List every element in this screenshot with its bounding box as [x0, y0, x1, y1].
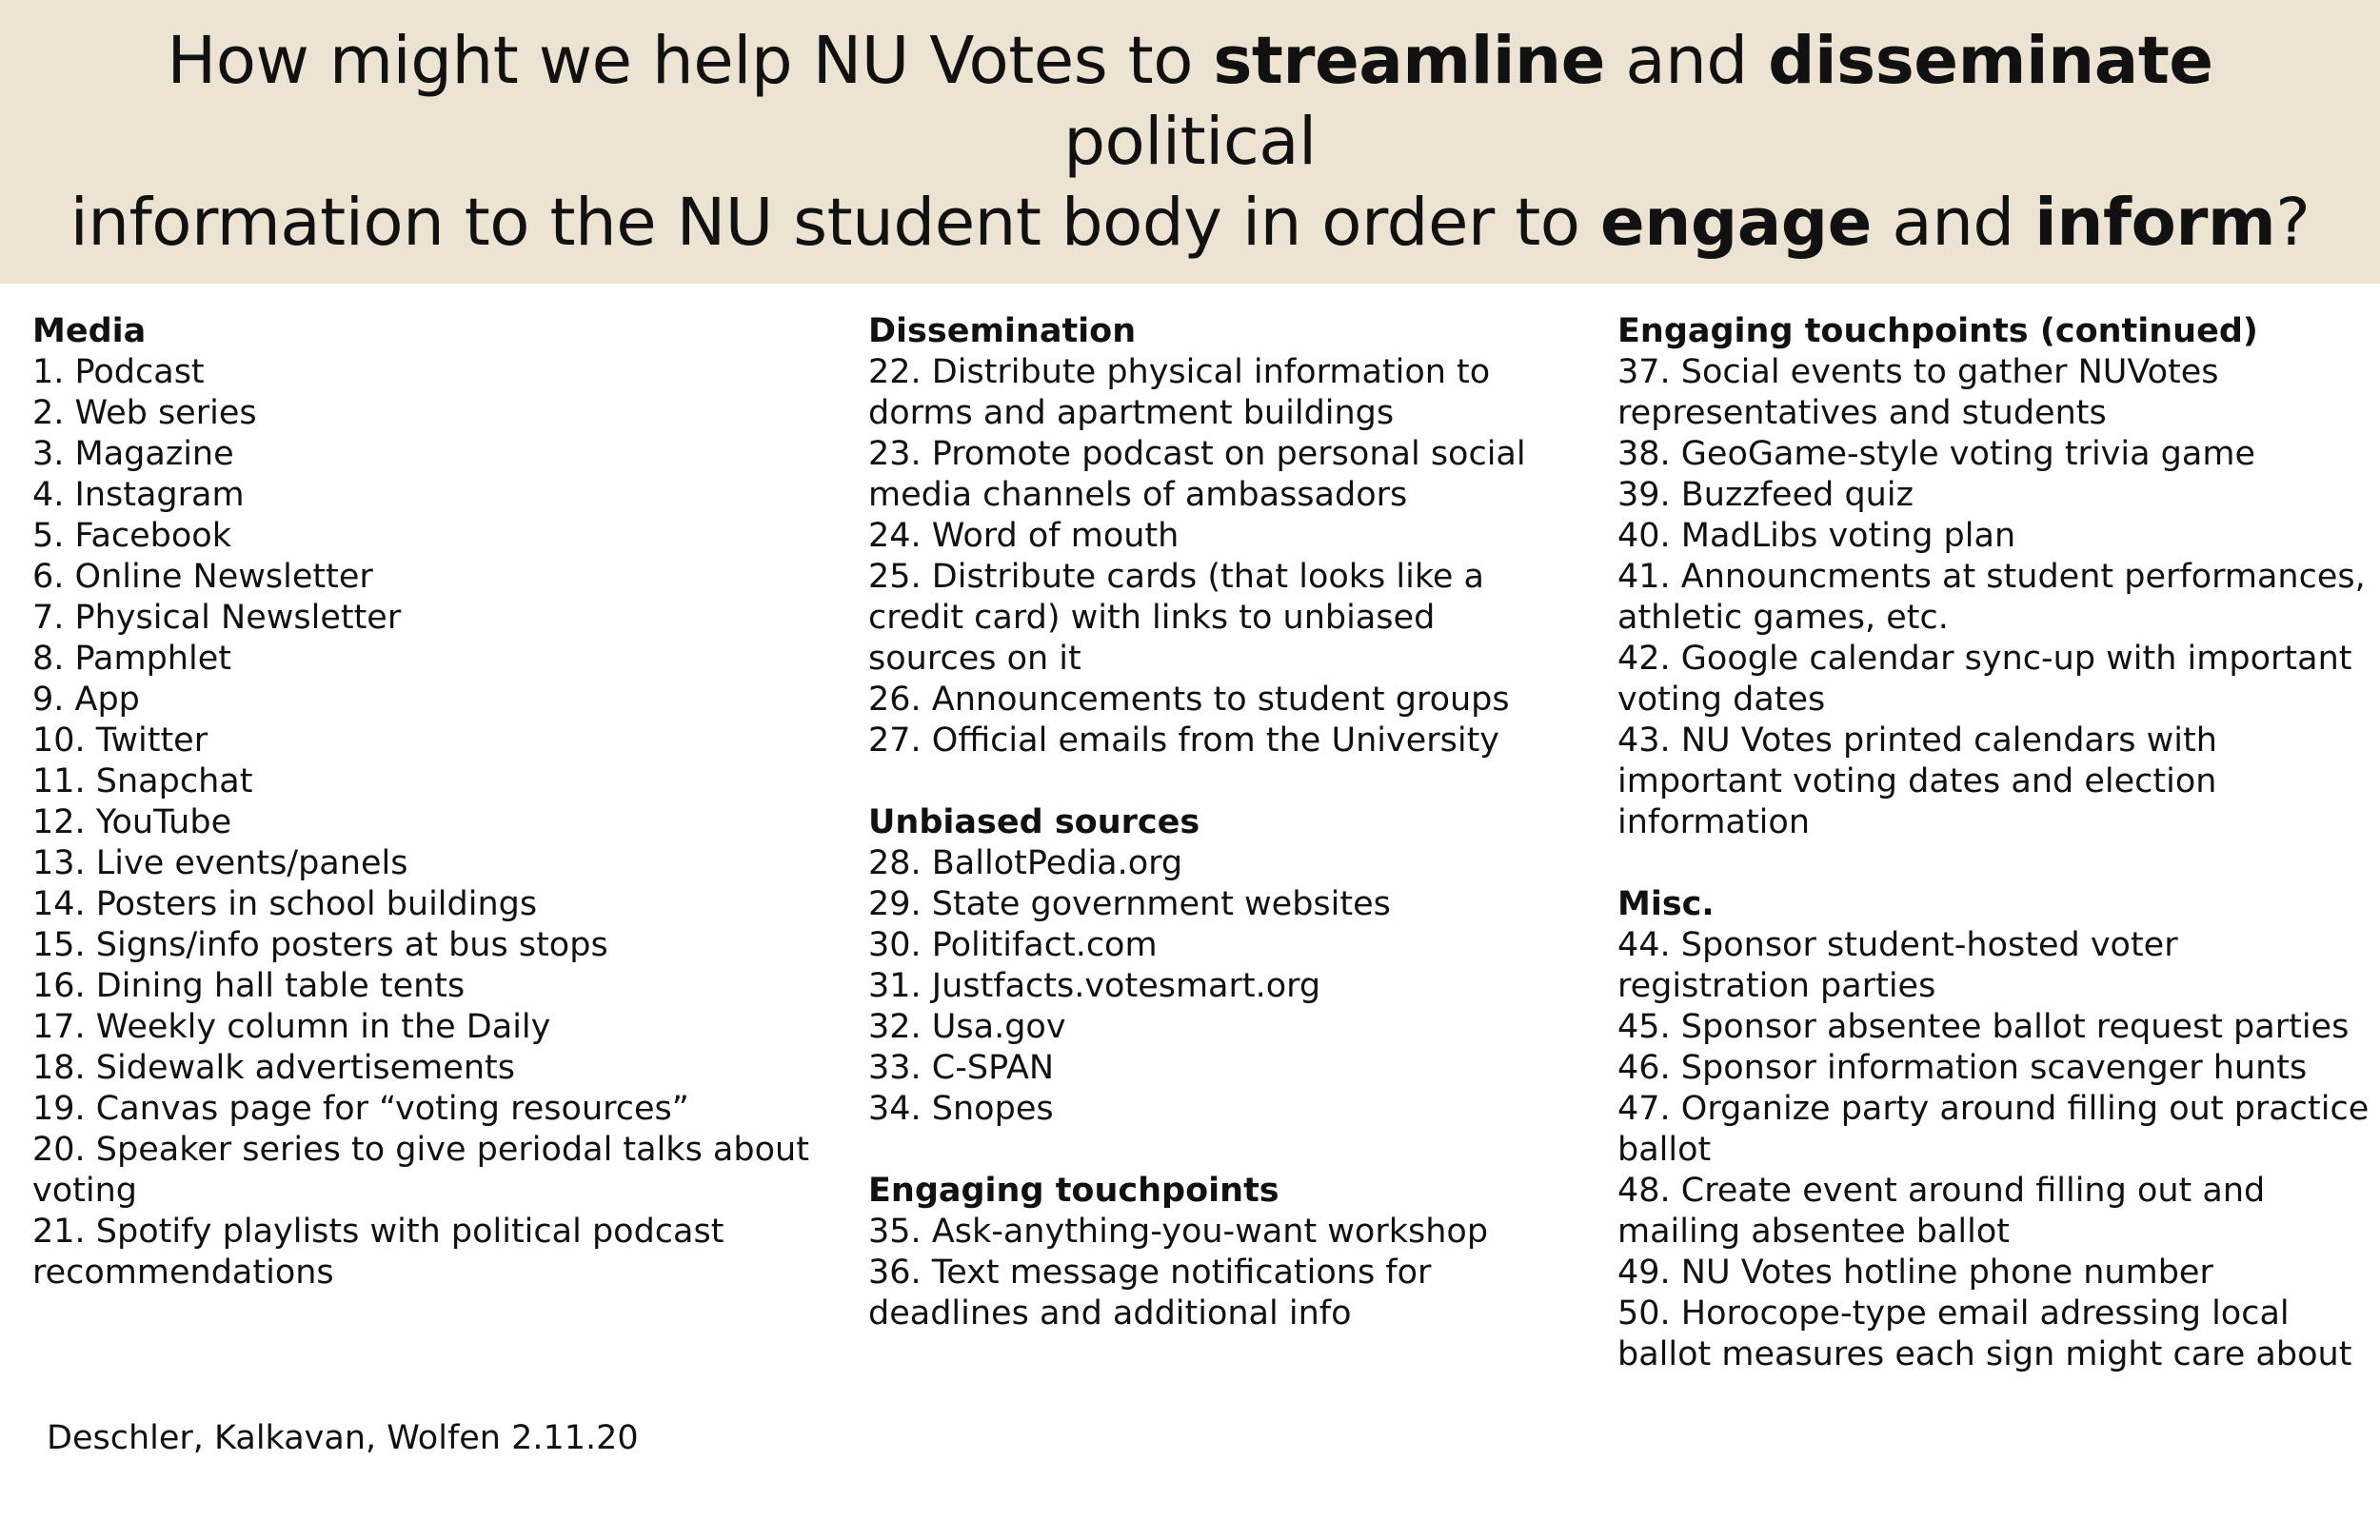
list-item: 9. App	[32, 681, 140, 719]
idea-section	[32, 311, 823, 1293]
list-item: 21. Spotify playlists with political podcast recommendations	[32, 1213, 724, 1292]
list-item: 44. Sponsor student-hosted voter registration parties	[1617, 926, 2178, 1005]
keyword-inform: inform	[2034, 184, 2276, 261]
list-item: 26. Announcements to student groups	[868, 681, 1510, 719]
idea-list	[1617, 925, 2370, 1375]
ideas-column-2	[868, 311, 1554, 1334]
list-item: 4. Instagram	[32, 476, 245, 514]
list-item: 27. Official emails from the University	[868, 721, 1500, 760]
list-item: 11. Snapchat	[32, 762, 253, 800]
authors-credit: Deschler, Kalkavan, Wolfen 2.11.20	[47, 1419, 639, 1457]
list-item: 7. Physical Newsletter	[32, 599, 402, 637]
list-item: 32. Usa.gov	[868, 1008, 1066, 1046]
list-item: 20. Speaker series to give periodal talks about voting	[32, 1131, 809, 1210]
list-item: 17. Weekly column in the Daily	[32, 1008, 551, 1046]
list-item: 31. Justfacts.votesmart.org	[868, 967, 1321, 1005]
list-item: 15. Signs/info posters at bus stops	[32, 926, 608, 964]
keyword-streamline: streamline	[1213, 22, 1605, 99]
list-item: 1. Podcast	[32, 353, 205, 391]
list-item: 18. Sidewalk advertisements	[32, 1049, 515, 1087]
how-might-we-question	[48, 21, 2332, 264]
list-item: 29. State government websites	[868, 885, 1391, 923]
list-item: 16. Dining hall table tents	[32, 967, 466, 1005]
list-item: 33. C-SPAN	[868, 1049, 1055, 1087]
list-item: 25. Distribute cards (that looks like a credit card) with links to unbiased sources on it	[868, 558, 1484, 678]
list-item: 34. Snopes	[868, 1090, 1054, 1128]
list-item: 48. Create event around filling out and mailing absentee ballot	[1617, 1172, 2266, 1251]
question-line-1: How might we help NU Votes to streamline and disseminate political	[167, 22, 2213, 180]
list-item: 19. Canvas page for “voting resources”	[32, 1090, 689, 1128]
idea-list	[868, 352, 1554, 761]
idea-section	[1617, 311, 2370, 843]
idea-section	[868, 802, 1554, 1130]
list-item: 41. Announcments at student performances, athletic games, etc.	[1617, 558, 2366, 637]
idea-section	[868, 1171, 1554, 1334]
list-item: 22. Distribute physical information to dorms and apartment buildings	[868, 353, 1491, 432]
list-item: 38. GeoGame-style voting trivia game	[1617, 435, 2255, 473]
list-item: 8. Pamphlet	[32, 640, 231, 678]
ideas-column-1	[32, 311, 823, 1293]
list-item: 5. Facebook	[32, 517, 231, 555]
list-item: 2. Web series	[32, 394, 257, 432]
list-item: 6. Online Newsletter	[32, 558, 373, 596]
keyword-disseminate: disseminate	[1768, 22, 2213, 99]
list-item: 45. Sponsor absentee ballot request parties	[1617, 1008, 2350, 1046]
list-item: 40. MadLibs voting plan	[1617, 517, 2016, 555]
section-title: Engaging touchpoints (continued)	[1617, 312, 2258, 350]
list-item: 23. Promote podcast on personal social media channels of ambassadors	[868, 435, 1526, 514]
list-item: 36. Text message notifications for deadlines and additional info	[868, 1254, 1432, 1333]
idea-list	[868, 843, 1554, 1130]
list-item: 35. Ask-anything-you-want workshop	[868, 1213, 1489, 1251]
list-item: 37. Social events to gather NUVotes representatives and students	[1617, 353, 2219, 432]
list-item: 10. Twitter	[32, 721, 208, 760]
section-title: Media	[32, 312, 147, 350]
idea-list	[1617, 352, 2370, 843]
list-item: 13. Live events/panels	[32, 844, 408, 882]
list-item: 43. NU Votes printed calendars with important voting dates and election information	[1617, 721, 2217, 841]
question-line-2: information to the NU student body in order to engage and inform?	[69, 184, 2311, 261]
idea-section	[1617, 884, 2370, 1375]
list-item: 12. YouTube	[32, 803, 232, 841]
keyword-engage: engage	[1599, 184, 1872, 261]
list-item: 46. Sponsor information scavenger hunts	[1617, 1049, 2308, 1087]
section-title: Misc.	[1617, 885, 1715, 923]
list-item: 42. Google calendar sync-up with important voting dates	[1617, 640, 2352, 719]
section-title: Unbiased sources	[868, 803, 1200, 841]
idea-list	[32, 352, 823, 1293]
idea-section	[868, 311, 1554, 761]
list-item: 3. Magazine	[32, 435, 234, 473]
section-title: Engaging touchpoints	[868, 1172, 1279, 1210]
list-item: 14. Posters in school buildings	[32, 885, 538, 923]
section-title: Dissemination	[868, 312, 1137, 350]
header-banner	[0, 0, 2380, 284]
list-item: 49. NU Votes hotline phone number	[1617, 1254, 2213, 1292]
list-item: 39. Buzzfeed quiz	[1617, 476, 1914, 514]
idea-list	[868, 1212, 1554, 1334]
list-item: 30. Politifact.com	[868, 926, 1158, 964]
ideas-column-3	[1617, 311, 2370, 1375]
list-item: 28. BallotPedia.org	[868, 844, 1183, 882]
list-item: 50. Horocope-type email adressing local ballot measures each sign might care about	[1617, 1294, 2352, 1373]
list-item: 47. Organize party around filling out practice ballot	[1617, 1090, 2370, 1169]
list-item: 24. Word of mouth	[868, 517, 1180, 555]
